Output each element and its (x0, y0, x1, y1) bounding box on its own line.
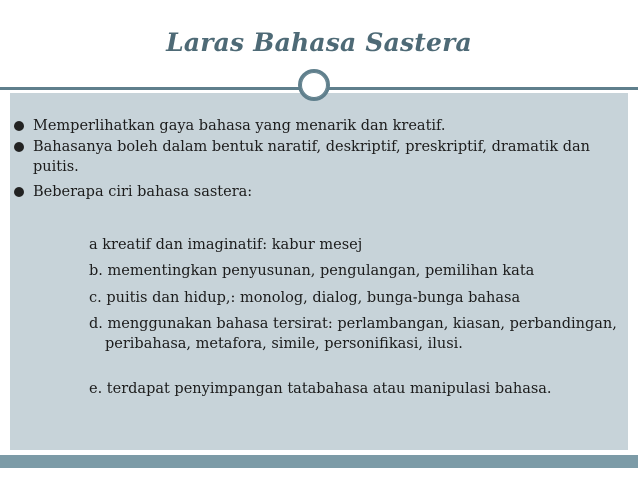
sub-item: e. terdapat penyimpangan tatabahasa atau manipulasi bahasa. (89, 381, 552, 397)
bottom-bar (0, 455, 638, 468)
bullet-item (14, 116, 626, 136)
sub-item: d. menggunakan bahasa tersirat: perlambangan, kiasan, perbandingan, peribahasa, metafora, simile, personifikasi, ilusi. (89, 316, 617, 352)
bullet-text: Memperlihatkan gaya bahasa yang menarik dan kreatif. (33, 118, 446, 134)
bullet-dot-icon (14, 142, 24, 152)
bullet-dot-icon (14, 121, 24, 131)
bullet-item (14, 137, 626, 177)
sub-item: a kreatif dan imaginatif: kabur mesej (89, 237, 363, 253)
bullet-dot-icon (14, 187, 24, 197)
sub-item: c. puitis dan hidup,: monolog, dialog, bunga-bunga bahasa (89, 290, 521, 306)
slide-title: Laras Bahasa Sastera (166, 28, 472, 57)
sub-item: b. mementingkan penyusunan, pengulangan, pemilihan kata (89, 263, 535, 279)
bullet-item (14, 182, 626, 202)
bullet-text: Beberapa ciri bahasa sastera: (33, 184, 253, 200)
circle-ornament-inner-icon (301, 72, 327, 98)
bullet-text: Bahasanya boleh dalam bentuk naratif, deskriptif, preskriptif, dramatik dan puitis. (33, 139, 591, 175)
content-area (10, 93, 628, 450)
